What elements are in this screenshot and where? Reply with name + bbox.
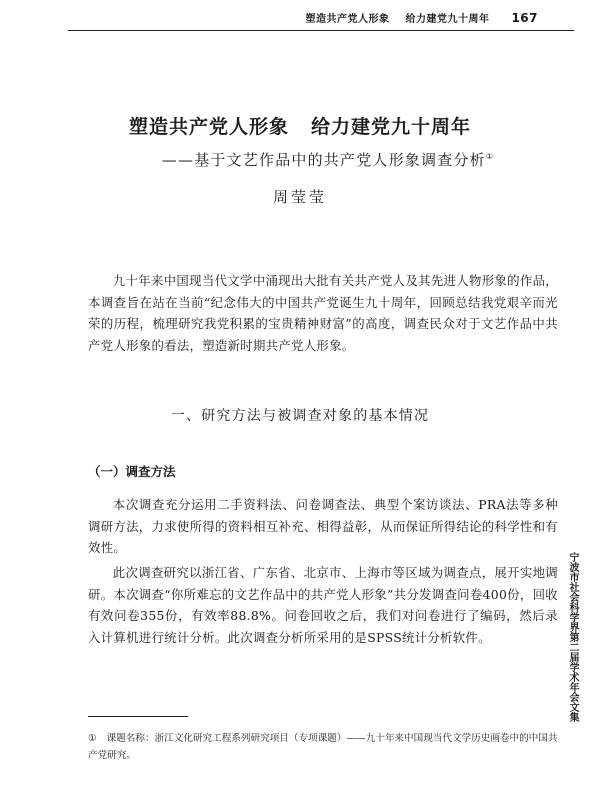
subtitle-text: ——基于文艺作品中的共产党人形象调查分析: [161, 151, 486, 169]
author-name: 周莹莹: [272, 188, 327, 206]
article-title-part2: 给力建党九十周年: [311, 116, 472, 138]
body-paragraph-2: 此次调查研究以浙江省、广东省、北京市、上海市等区域为调查点，展开实地调研。本次调查“你所难忘的文艺作品中的共产党人形象”共分发调查问卷400份，回收有效问卷355份，有效率88.8%。问卷回收之后，我们对问卷进行了编码，然后录入计算机进行统计分析。此次调查分析所采用的是SPSS统计分析软件。: [88, 565, 558, 645]
article-subtitle: [78, 149, 578, 170]
footnote-text: 课题名称：浙江文化研究工程系列研究项目（专项课题）——九十年来中国现当代文学历史画卷中的中国共产党研究。: [88, 733, 558, 761]
footnote-reference[interactable]: ①: [485, 152, 495, 161]
side-collection-label: 宁波市社会科学界第二届学术年会文集: [567, 552, 578, 722]
section-heading: 一、研究方法与被调查对象的基本情况: [170, 408, 430, 424]
article-title-part1: 塑造共产党人形象: [128, 116, 289, 138]
footnote-rule: [88, 716, 188, 717]
article-title: [0, 112, 600, 139]
footnote-marker: ①: [88, 733, 97, 744]
subsection-heading: （一）调查方法: [88, 464, 176, 479]
page-number: 167: [511, 11, 538, 25]
body-paragraph-1: 本次调查充分运用二手资料法、问卷调查法、典型个案访谈法、PRA法等多种调研方法，力求使所得的资料相互补充、相得益彰，从而保证所得结论的科学性和有效性。: [88, 497, 558, 555]
running-header: [293, 10, 538, 25]
running-title-2: 给力建党九十周年: [405, 14, 490, 25]
running-title-1: 塑造共产党人形象: [305, 14, 390, 25]
header-rule: [68, 30, 574, 31]
footnote: [88, 730, 558, 764]
abstract-paragraph: 九十年来中国现当代文学中涌现出大批有关共产党人及其先进人物形象的作品，本调查旨在站在当前“纪念伟大的中国共产党诞生九十周年，回顾总结我党艰辛而光荣的历程，梳理研究我党积累的宝贵精神财富”的高度，调查民众对于文艺作品中共产党人形象的看法，塑造新时期共产党人形象。: [88, 273, 558, 353]
